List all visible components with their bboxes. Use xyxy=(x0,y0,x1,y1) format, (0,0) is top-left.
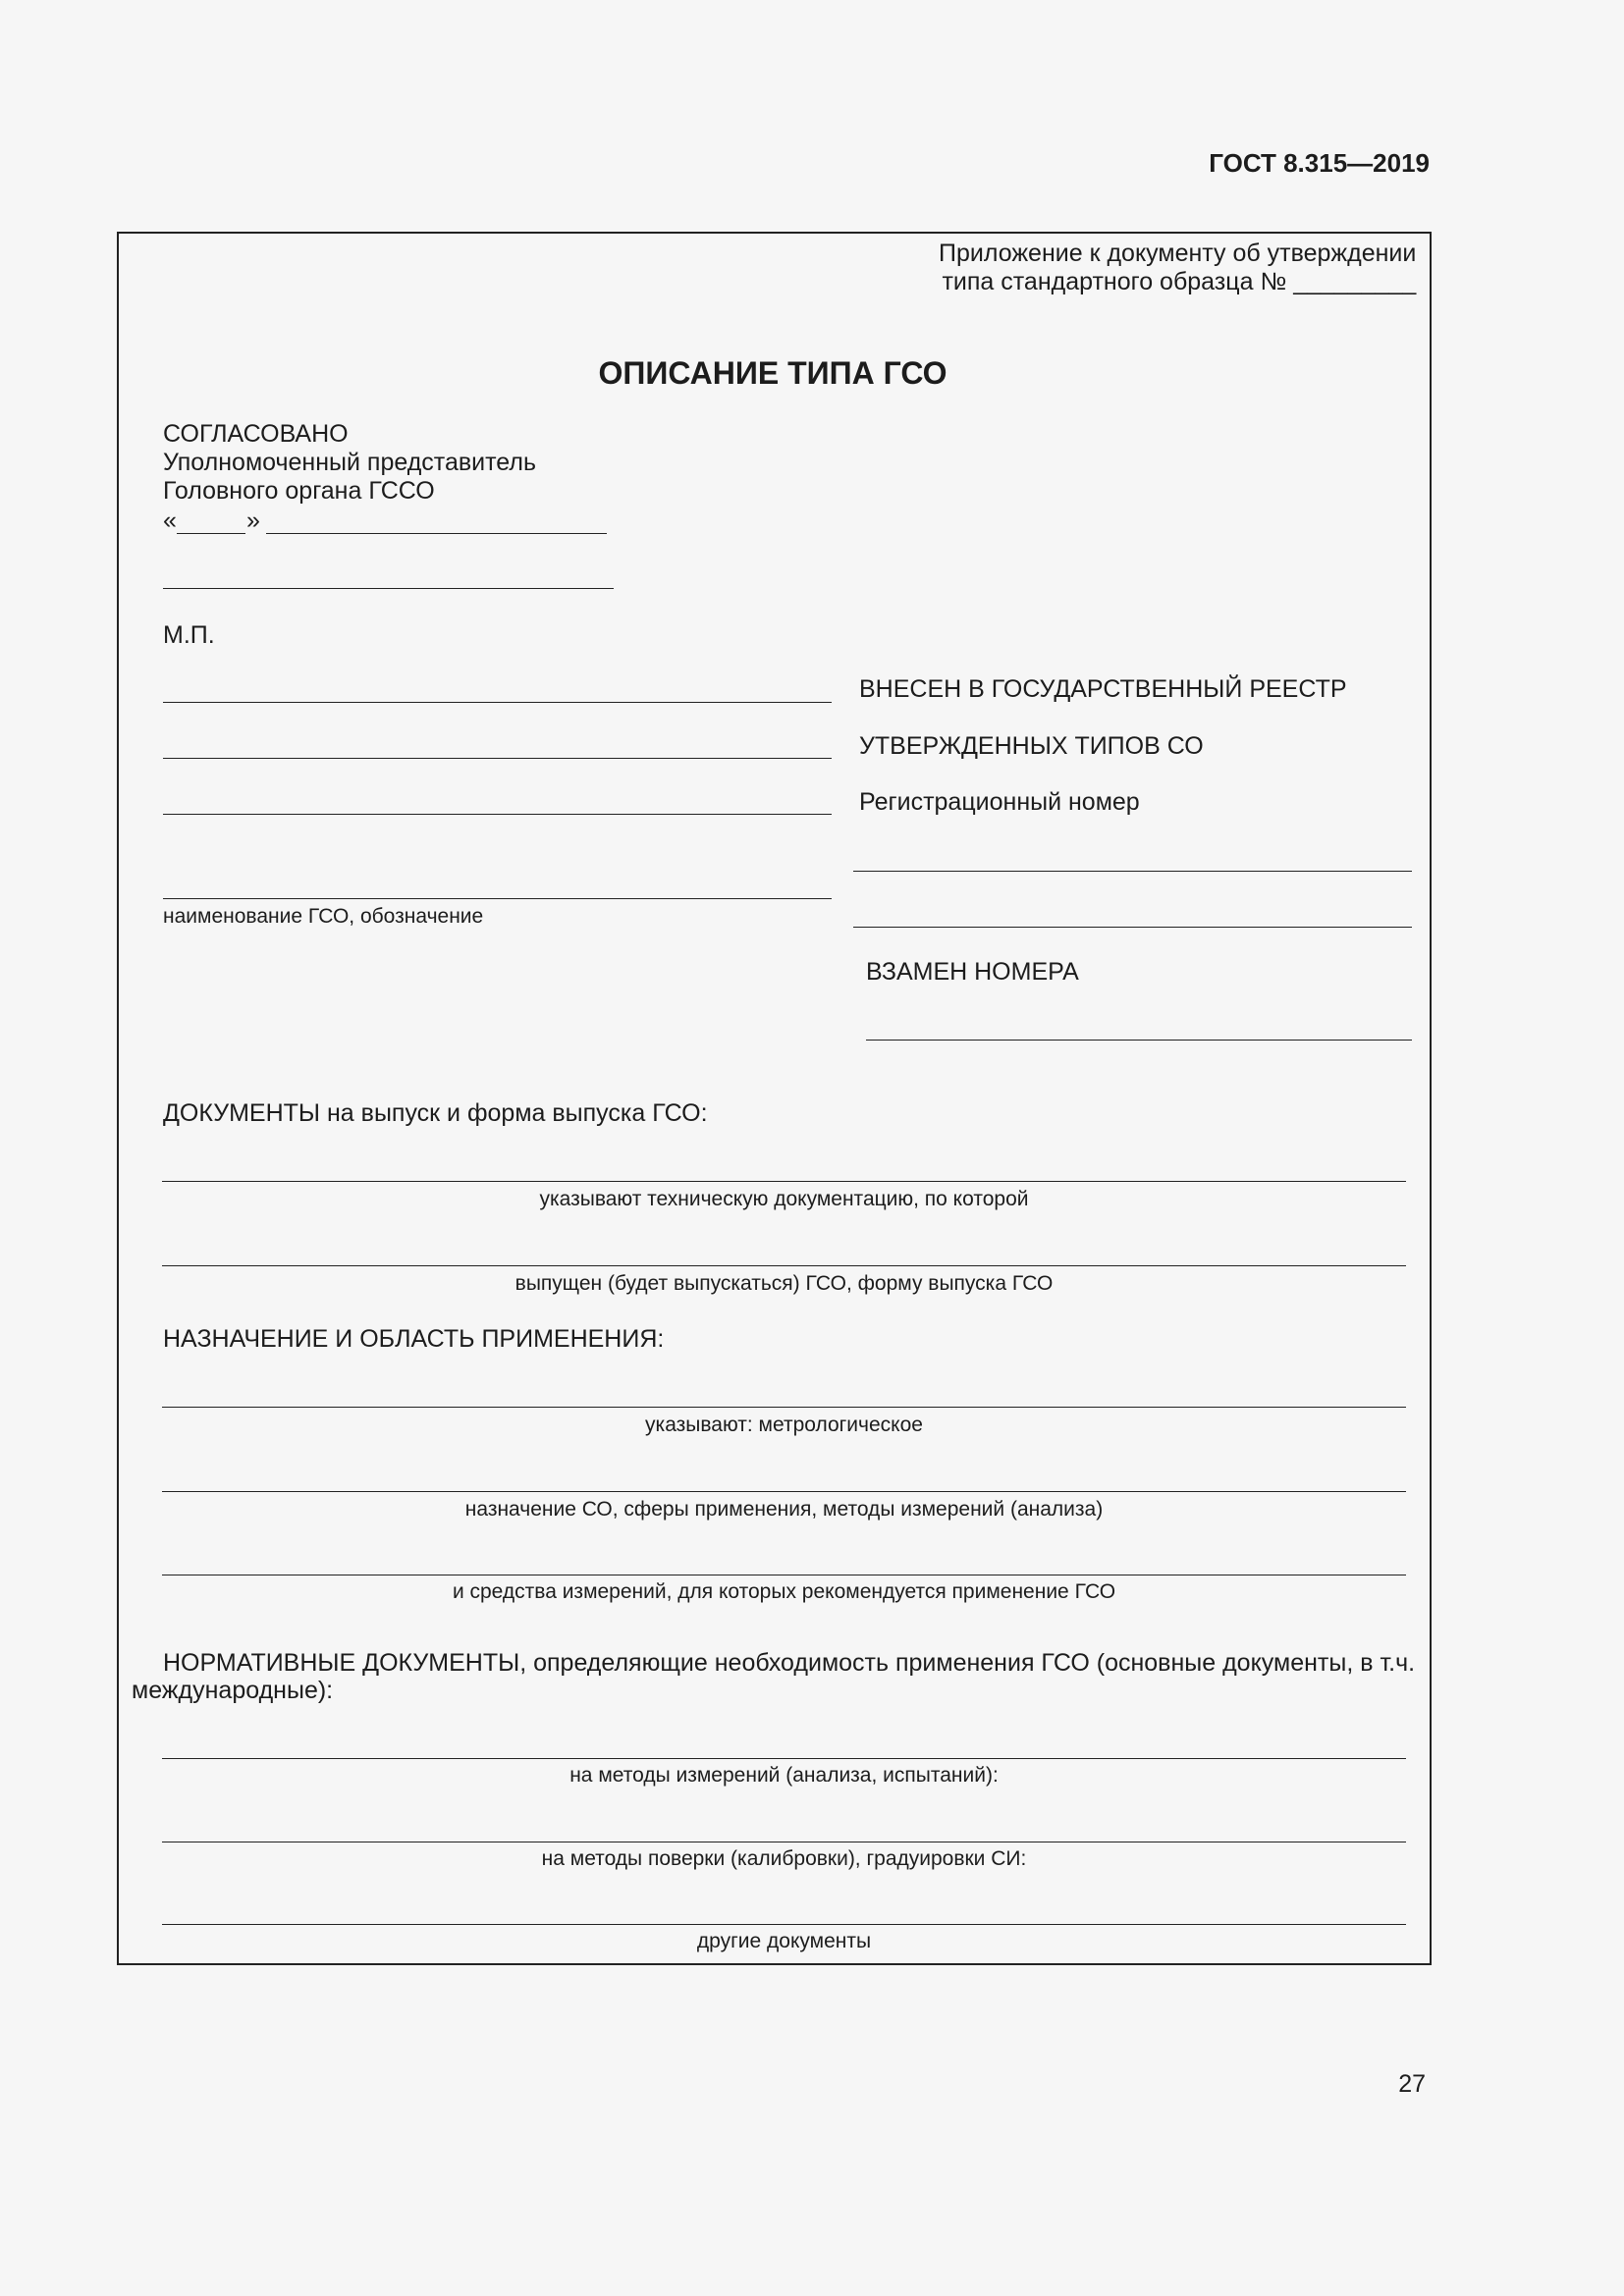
gso-name-line-2[interactable] xyxy=(163,758,832,759)
signature-line[interactable] xyxy=(163,588,614,589)
purpose-heading: НАЗНАЧЕНИЕ И ОБЛАСТЬ ПРИМЕНЕНИЯ: xyxy=(163,1325,665,1353)
replaces-number-label: ВЗАМЕН НОМЕРА xyxy=(866,958,1079,986)
documents-caption-2: выпущен (будет выпускаться) ГСО, форму выпуска ГСО xyxy=(514,1272,1054,1295)
registry-entered-label: ВНЕСЕН В ГОСУДАРСТВЕННЫЙ РЕЕСТР xyxy=(859,675,1347,703)
gso-name-line-1[interactable] xyxy=(163,702,832,703)
registration-number-label: Регистрационный номер xyxy=(859,788,1140,816)
purpose-caption-2: назначение СО, сферы применения, методы измерений (анализа) xyxy=(464,1498,1104,1521)
normative-line-1[interactable] xyxy=(162,1758,1406,1759)
appendix-line-2: типа стандартного образца № _________ xyxy=(942,268,1417,295)
date-day-line[interactable] xyxy=(177,533,245,534)
documents-line-1[interactable] xyxy=(162,1181,1406,1182)
gso-name-line-4[interactable] xyxy=(163,898,832,899)
page-number: 27 xyxy=(1398,2070,1426,2098)
replaces-number-line[interactable] xyxy=(866,1040,1412,1041)
gso-name-caption: наименование ГСО, обозначение xyxy=(163,905,484,928)
agreed-label: СОГЛАСОВАНО xyxy=(163,420,349,448)
date-quote-open: « xyxy=(163,507,177,534)
normative-heading-line-1: НОРМАТИВНЫЕ ДОКУМЕНТЫ, определяющие необходимость применения ГСО (основные документы, в т.ч. xyxy=(163,1649,1416,1677)
purpose-line-1[interactable] xyxy=(162,1407,1406,1408)
gso-name-line-3[interactable] xyxy=(163,814,832,815)
purpose-caption-3: и средства измерений, для которых рекомендуется применение ГСО xyxy=(452,1580,1116,1603)
normative-heading-line-2: международные): xyxy=(132,1677,334,1704)
form-title: ОПИСАНИЕ ТИПА ГСО xyxy=(598,355,947,391)
appendix-line-1: Приложение к документу об утверждении xyxy=(939,240,1417,267)
organ-label: Головного органа ГССО xyxy=(163,477,435,505)
date-quote-close: » xyxy=(246,507,260,534)
normative-caption-1: на методы измерений (анализа, испытаний): xyxy=(569,1764,999,1787)
documents-heading: ДОКУМЕНТЫ на выпуск и форма выпуска ГСО: xyxy=(163,1099,708,1127)
date-month-line[interactable] xyxy=(266,533,607,534)
normative-caption-2: на методы поверки (калибровки), градуировки СИ: xyxy=(541,1847,1027,1870)
purpose-caption-1: указывают: метрологическое xyxy=(645,1414,923,1436)
registration-number-line-2[interactable] xyxy=(853,927,1412,928)
normative-line-3[interactable] xyxy=(162,1924,1406,1925)
stamp-label: М.П. xyxy=(163,621,215,649)
normative-caption-3: другие документы xyxy=(696,1930,872,1952)
registry-approved-types-label: УТВЕРЖДЕННЫХ ТИПОВ СО xyxy=(859,732,1204,760)
purpose-line-2[interactable] xyxy=(162,1491,1406,1492)
documents-line-2[interactable] xyxy=(162,1265,1406,1266)
appendix-note xyxy=(939,240,1416,296)
documents-caption-1: указывают техническую документацию, по которой xyxy=(539,1188,1029,1210)
standard-number: ГОСТ 8.315—2019 xyxy=(1209,148,1430,178)
representative-label: Уполномоченный представитель xyxy=(163,449,536,476)
registration-number-line-1[interactable] xyxy=(853,871,1412,872)
